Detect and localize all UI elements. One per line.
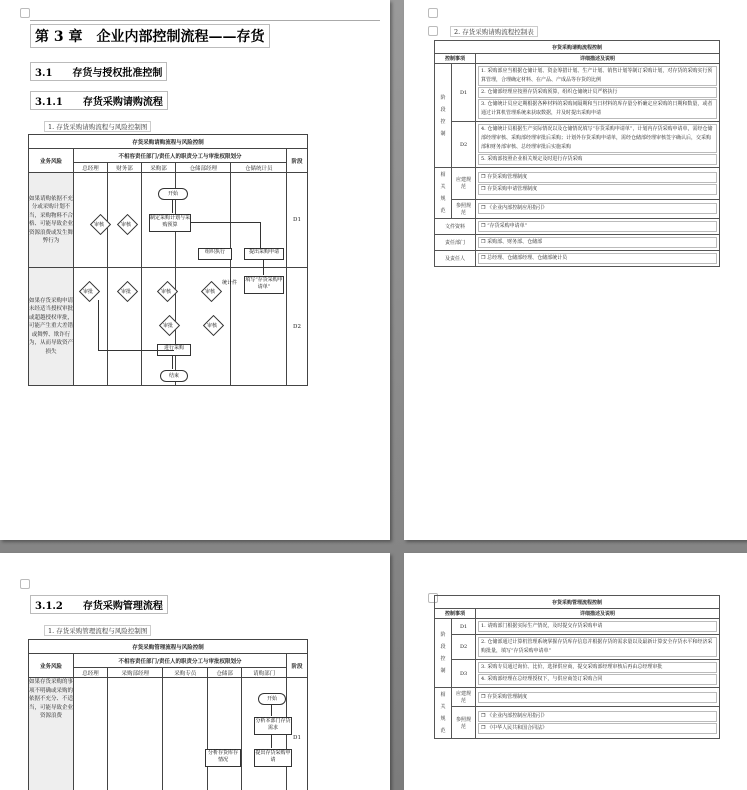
law-label: 应建规范 [452, 688, 476, 707]
stage-d1: D1 [452, 64, 476, 122]
section-heading: 3.1 存货与授权批准控制 [30, 62, 167, 81]
control-table [434, 595, 720, 739]
col-detail: 详细描述及说明 [476, 609, 720, 619]
control-table [434, 40, 720, 267]
stage-d1: D1 [452, 619, 476, 635]
flow-diamond-label: 审核 [94, 222, 105, 228]
stage-d2: D2 [452, 635, 476, 660]
stage-d2: D2 [452, 122, 476, 168]
header-main: 不相容责任部门/责任人的职责分工与审批权限划分 [74, 654, 287, 668]
col-item: 控制事项 [435, 54, 476, 64]
law-items [476, 168, 720, 200]
flow-table-title: 存货采购请购流程与风险控制 [29, 135, 308, 149]
col-item: 控制事项 [435, 609, 476, 619]
flow-diamond-label: 审核 [121, 222, 132, 228]
col-dept: 采购部 [142, 163, 176, 173]
header-rule [30, 20, 380, 21]
stage-label: D1 [287, 678, 308, 790]
detail-item: 2. 仓储部通过计算机管理系统掌握存货库存信息并根据存货的需求量以及最新计算安全存货水平和经济采购批量，填写“存货采购申请单” [478, 637, 717, 657]
table-caption: 2. 存货采购请购流程控制表 [450, 26, 538, 37]
col-risk: 业务风险 [29, 654, 74, 678]
col-dept: 采购专员 [163, 668, 208, 678]
flow-end: 结束 [160, 370, 188, 382]
page-corner-mark [428, 26, 438, 36]
detail-item: 3. 采购专员通过询价、比价，选择供应商，提交采购部经理审核后再由总经理审批 [478, 662, 717, 673]
detail-item: 1. 请购部门根据实际生产情况，及时提交存货采购申请 [478, 621, 717, 632]
detail-item: 2. 仓储部经理应按照存货采购预算，组织仓储统计员严格执行 [478, 87, 717, 98]
doc-label: 文件资料 [435, 219, 476, 235]
col-stage: 阶段 [287, 654, 308, 678]
d1-details [476, 64, 720, 122]
law-item: ❐ 存货采购管理制度 [478, 172, 717, 183]
ref-items [476, 199, 720, 218]
risk-cell: 如果存货采购的事项不明确或采购的依据不充分、不适当，可能导致企业资源浪费 [29, 678, 74, 790]
page-1 [0, 0, 390, 540]
page-corner-mark [20, 579, 30, 589]
person-item: ❐ 总经理、仓储部经理、仓储部统计员 [478, 253, 717, 264]
subsection-heading: 3.1.2 存货采购管理流程 [30, 595, 168, 614]
page-3 [0, 553, 390, 790]
flow-plan: 制定采购计划与采购预算 [149, 214, 191, 232]
col-dept: 采购部经理 [108, 668, 163, 678]
ref-label: 参照规范 [452, 199, 476, 218]
law-label: 应建规范 [452, 168, 476, 200]
dept-label: 责任部门 [435, 235, 476, 251]
ref-item: ❐ 《中华人民共和国合同法》 [478, 723, 717, 734]
flow-note: 统计件 [222, 280, 238, 286]
col-risk: 业务风险 [29, 149, 74, 173]
detail-item: 4. 仓储统计员根据生产实际情况以及仓储情况填写“存货采购申请单”，计划内存货采购申请单，需经仓储部经理审核、采购部经理审批后采购；计划外存货采购申请单，需经仓储部经理审核签字确认后，交采购部和财务部审核、总经理审批后实施采购 [478, 124, 717, 153]
doc-item: ❐ “存货采购申请单” [478, 221, 717, 232]
detail-item: 5. 采购部按照企业相关规定及时进行存货采购 [478, 154, 717, 165]
stage-control-label: 阶 段 控 制 [435, 64, 452, 168]
header-main: 不相容责任部门/责任人的职责分工与审批权限划分 [74, 149, 287, 163]
related-norms-label: 相 关 规 范 [435, 688, 452, 739]
page-corner-mark [20, 8, 30, 18]
flow-start: 开始 [158, 188, 188, 200]
ref-label: 参照规范 [452, 707, 476, 739]
flow-start: 开始 [258, 693, 286, 705]
risk-cell: 如果请购依据不充分或采购计划不当，采购物料不合格、可能导致企业资源浪费或发生舞弊行为 [29, 173, 74, 268]
col-stage: 阶段 [287, 149, 308, 173]
stage-d3: D3 [452, 660, 476, 688]
law-item: ❐ 存货采购申请管理制度 [478, 184, 717, 195]
flow-diamond-label: 审批 [121, 289, 132, 295]
control-table-title: 存货采购管理流程控制 [435, 596, 720, 609]
col-dept: 总经理 [74, 163, 108, 173]
figure-caption: 1. 存货采购请购流程与风险控制图 [44, 121, 151, 132]
page-corner-mark [428, 8, 438, 18]
flow-diamond-label: 审核 [205, 289, 216, 295]
law-item: ❐ 存货采购管理制度 [478, 692, 717, 703]
flow-table-title: 存货采购管理流程与风险控制 [29, 640, 308, 654]
page-2 [404, 0, 747, 540]
flow-stock: 分析存货库存情况 [205, 749, 241, 767]
risk-cell: 如果存货采购申请未经适当授权审批或超越授权审批，可能产生重大差错或舞弊、欺诈行为，从而导致资产损失 [29, 268, 74, 386]
control-table-title: 存货采购请购流程控制 [435, 41, 720, 54]
flow-submit: 提出存货采购申请 [254, 749, 292, 767]
figure-caption: 1. 存货采购管理流程与风险控制图 [44, 625, 151, 636]
flow-diamond-label: 审核 [207, 323, 218, 329]
detail-item: 3. 仓储统计员应定期根据各种材料的采购间隔期和当日材料的库存量分析确定应采购的日期和数量，或者通过计算机管理系统来获取数据，并及时提出采购申请 [478, 99, 717, 119]
flow-submit: 提出采购申请 [244, 248, 284, 260]
col-detail: 详细描述及说明 [476, 54, 720, 64]
flow-analyze: 分析本部门存货需求 [254, 717, 292, 735]
ref-item: ❐ 《企业内部控制应用指引》 [478, 203, 717, 214]
flow-diamond-label: 审核 [161, 289, 172, 295]
flow-fill: 填写“存货采购申请单” [244, 276, 284, 294]
col-dept: 仓储部 [208, 668, 242, 678]
col-dept: 仓储统计员 [231, 163, 287, 173]
col-dept: 请购部门 [242, 668, 287, 678]
detail-item: 4. 采购部经理在总经理授权下，与供应商签订采购合同 [478, 674, 717, 685]
chapter-title: 第 3 章 企业内部控制流程——存货 [30, 24, 270, 48]
person-label: 及责任人 [435, 251, 476, 267]
flow-diamond-label: 审批 [163, 323, 174, 329]
flow-diamond-label: 审批 [83, 289, 94, 295]
subsection-heading: 3.1.1 存货采购请购流程 [30, 91, 168, 110]
col-dept: 总经理 [74, 668, 108, 678]
flow-table [28, 639, 308, 790]
stage-label: D1 [287, 173, 308, 268]
flow-org: 组织执行 [198, 248, 232, 260]
dept-item: ❐ 采购部、财务部、仓储部 [478, 237, 717, 248]
col-dept: 财务部 [108, 163, 142, 173]
stage-label: D2 [287, 268, 308, 386]
ref-item: ❐ 《企业内部控制应用指引》 [478, 711, 717, 722]
stage-control-label: 阶 段 控 制 [435, 619, 452, 688]
related-norms-label: 相 关 规 范 [435, 168, 452, 219]
d2-details [476, 122, 720, 168]
page-4 [404, 553, 747, 790]
detail-item: 1. 采购部应当根据仓储计划、资金筹措计划、生产计划、销售计划等制订采购计划，对存货的采购实行预算管理，合理确定材料、在产品、产成品等存货的比例 [478, 66, 717, 86]
col-dept: 仓储部经理 [176, 163, 231, 173]
flow-proc: 进行采购 [157, 344, 191, 356]
